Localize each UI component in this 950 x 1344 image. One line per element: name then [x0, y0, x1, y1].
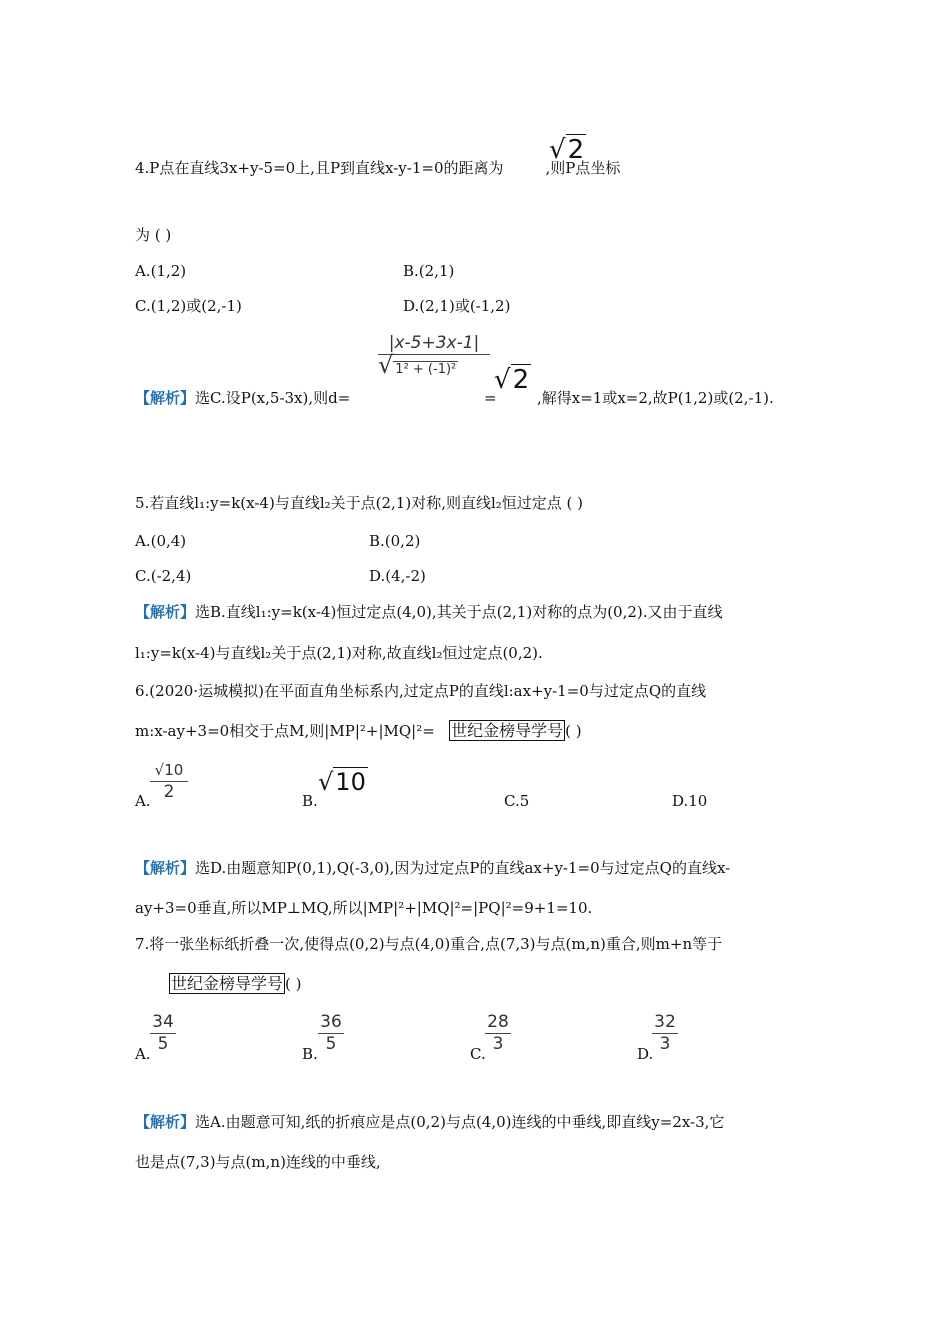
q4-sol-a: 选C.设P(x,5-3x),则d=	[195, 389, 351, 407]
q6-solution-line1	[135, 858, 730, 878]
solution-tag: 【解析】	[135, 859, 196, 877]
q5-solution-line1	[135, 602, 723, 622]
q4-option-a: A.(1,2)	[135, 262, 187, 280]
q5-option-c: C.(-2,4)	[135, 567, 192, 585]
q5-option-d: D.(4,-2)	[369, 567, 426, 585]
q6-solution-line2: ay+3=0垂直,所以MP⊥MQ,所以|MP|²+|MQ|²=|PQ|²=9+1=10.	[135, 899, 593, 917]
q6-source-box: 世纪金榜导学号	[451, 721, 564, 740]
q6-option-a-den: 2	[163, 782, 175, 802]
q7-option-c-label: C.	[470, 1045, 486, 1063]
q4-sol-sqrt2: √2	[494, 365, 530, 395]
q5-option-b: B.(0,2)	[369, 532, 421, 550]
q4-stem-line2: 为 ( )	[135, 226, 172, 244]
q4-stem-a: 4.P点在直线3x+y-5=0上,且P到直线x-y-1=0的距离为	[135, 159, 504, 177]
q4-option-b: B.(2,1)	[403, 262, 455, 280]
q7-solution-line2: 也是点(7,3)与点(m,n)连线的中垂线,	[135, 1153, 381, 1171]
q4-sol-b: ,解得x=1或x=2,故P(1,2)或(2,-1).	[537, 389, 774, 407]
q7-option-a-label: A.	[135, 1045, 151, 1063]
q4-sqrt2: √2	[549, 135, 585, 165]
q5-sol-1: 选B.直线l₁:y=k(x-4)恒过定点(4,0),其关于点(2,1)对称的点为(0,2).又由于直线	[195, 603, 723, 621]
q6-option-d: D.10	[672, 792, 708, 810]
q6-stem-line2	[135, 721, 582, 741]
q4-stem-line1	[135, 158, 620, 178]
q7-option-b-fraction: $\frac{36}{5}$	[318, 1012, 344, 1054]
solution-tag: 【解析】	[135, 603, 196, 621]
q7-option-c-fraction: $\frac{28}{3}$	[485, 1012, 511, 1054]
q7-sol-1: 选A.由题意可知,纸的折痕应是点(0,2)与点(4,0)连线的中垂线,即直线y=2x-3,它	[195, 1113, 725, 1131]
q6-option-a-label: A.	[135, 792, 151, 810]
q7-option-b-label: B.	[302, 1045, 318, 1063]
q5-stem: 5.若直线l₁:y=k(x-4)与直线l₂关于点(2,1)对称,则直线l₂恒过定点 ( )	[135, 494, 584, 512]
q5-solution-line2: l₁:y=k(x-4)与直线l₂关于点(2,1)对称,故直线l₂恒过定点(0,2).	[135, 644, 543, 662]
q6-option-b-sqrt: √10	[318, 768, 366, 796]
q4-option-c: C.(1,2)或(2,-1)	[135, 297, 242, 315]
q6-stem-2: m:x-ay+3=0相交于点M,则|MP|²+|MQ|²=	[135, 722, 435, 740]
q7-option-a-fraction: $\frac{34}{5}$	[150, 1012, 176, 1054]
q7-source-box: 世纪金榜导学号	[171, 974, 284, 993]
q6-sol-1: 选D.由题意知P(0,1),Q(-3,0),因为过定点P的直线ax+y-1=0与过定点Q的直线x-	[195, 859, 731, 877]
q6-stem-line1: 6.(2020·运城模拟)在平面直角坐标系内,过定点P的直线l:ax+y-1=0与过定点Q的直线	[135, 682, 707, 700]
q5-option-a: A.(0,4)	[135, 532, 187, 550]
q4-stem-b: ,则P点坐标	[545, 159, 621, 177]
q4-distance-fraction	[378, 333, 490, 380]
q7-paren: ( )	[285, 975, 302, 993]
q4-equals: =	[484, 389, 497, 407]
q4-option-d: D.(2,1)或(-1,2)	[403, 297, 511, 315]
q7-option-d-label: D.	[637, 1045, 654, 1063]
solution-tag: 【解析】	[135, 389, 196, 407]
q6-paren: ( )	[565, 722, 582, 740]
q4-frac-numerator: |x-5+3x-1|	[378, 333, 490, 355]
solution-tag: 【解析】	[135, 1113, 196, 1131]
q6-option-b-label: B.	[302, 792, 318, 810]
q6-option-a-num: √10	[150, 760, 188, 782]
q4-frac-denominator: √ 1² + (-1)²	[378, 351, 457, 379]
q4-solution	[135, 388, 350, 408]
q6-option-c: C.5	[504, 792, 530, 810]
q7-solution-line1	[135, 1112, 724, 1132]
q6-option-a-fraction	[150, 760, 188, 802]
q7-stem-line1: 7.将一张坐标纸折叠一次,使得点(0,2)与点(4,0)重合,点(7,3)与点(m,n)重合,则m+n等于	[135, 935, 723, 953]
q7-option-d-fraction: $\frac{32}{3}$	[652, 1012, 678, 1054]
q7-stem-line2	[169, 974, 302, 994]
